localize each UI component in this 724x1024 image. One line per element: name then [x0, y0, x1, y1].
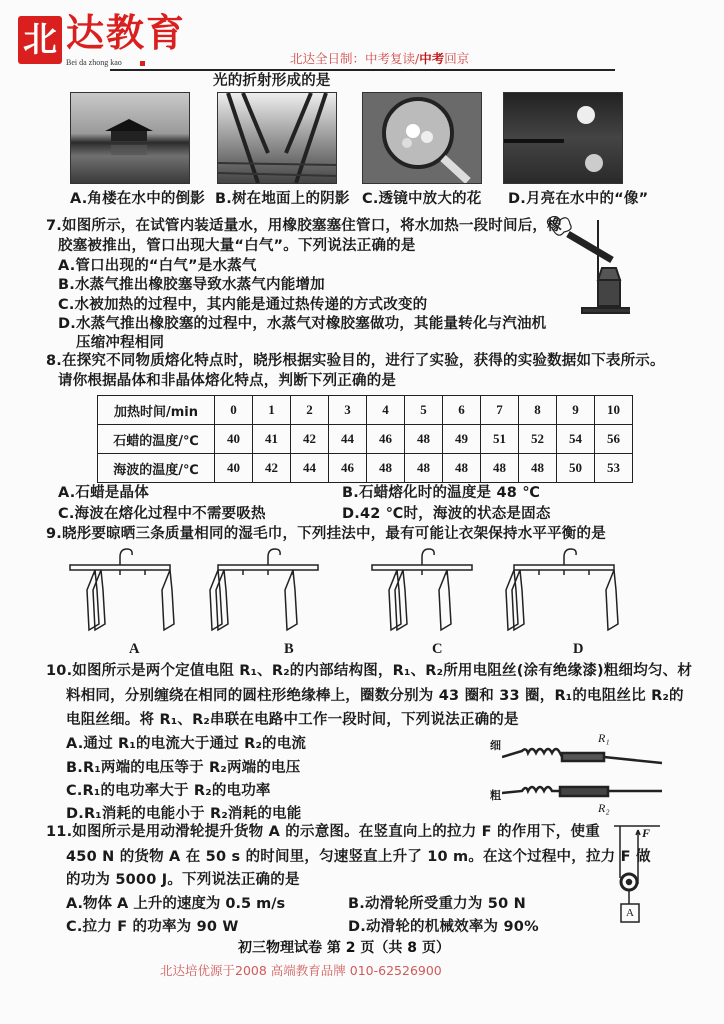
q9-label-a: A — [129, 641, 140, 657]
table-cell: 49 — [443, 425, 481, 454]
header-highlight: 中考 — [419, 51, 445, 66]
table-cell: 6 — [443, 396, 481, 425]
q10-option-c: C.R₁的电功率大于 R₂的电功率 — [66, 783, 271, 799]
photo-tree-shadows — [217, 92, 337, 184]
logo-mark: 北 — [18, 16, 62, 64]
photo-moon-reflection — [503, 92, 623, 184]
q7-option-d-cont: 压缩冲程相同 — [76, 335, 165, 351]
q9-stem: 9.晓彤要晾晒三条质量相同的湿毛巾，下列挂法中，最有可能让衣架保持水平平衡的是 — [46, 526, 606, 542]
hanger-option-b — [210, 549, 318, 630]
hanger-option-d — [506, 549, 618, 630]
q10-option-d: D.R₁消耗的电能小于 R₂消耗的电能 — [66, 806, 302, 822]
table-row — [98, 454, 633, 483]
q10-stem-line2: 料相同，分别缠绕在相同的圆柱形绝缘棒上，圈数分别为 43 圈和 33 圈，R₁的电阻丝比 R₂的 — [66, 688, 684, 704]
table-cell: 51 — [481, 425, 519, 454]
r2-label: R₂ — [598, 801, 610, 815]
q9-label-b: B — [284, 641, 294, 657]
header-banner — [290, 51, 469, 66]
table-cell: 9 — [557, 396, 595, 425]
q11-stem-line2: 450 N 的货物 A 在 50 s 的时间里，匀速竖直上升了 10 m。在这个过程中，拉力 F 做 — [66, 849, 651, 865]
r1-label: R₁ — [598, 731, 610, 745]
table-cell: 41 — [253, 425, 291, 454]
q11-option-b: B.动滑轮所受重力为 50 N — [348, 896, 526, 912]
table-cell: 42 — [291, 425, 329, 454]
towel — [439, 570, 451, 630]
table-cell: 48 — [405, 425, 443, 454]
towel — [606, 570, 618, 630]
thin-label: 细 — [490, 739, 501, 752]
q10-stem-line3: 电阻丝细。将 R₁、R₂串联在电路中工作一段时间，下列说法正确的是 — [66, 712, 519, 728]
table-row — [98, 425, 633, 454]
table-cell: 40 — [215, 425, 253, 454]
test-tube-apparatus-figure — [540, 216, 630, 326]
table-cell: 42 — [253, 454, 291, 483]
header-prefix: 北达全日制：中考复读/ — [290, 51, 420, 66]
q8-stem-line2: 请你根据晶体和非晶体熔化特点，判断下列正确的是 — [58, 373, 397, 389]
table-cell: 44 — [329, 425, 367, 454]
photo-magnified-flower — [362, 92, 482, 184]
towel — [285, 570, 297, 630]
q6-option-d: D.月亮在水中的“像” — [508, 191, 649, 207]
table-cell: 4 — [367, 396, 405, 425]
q8-option-d: D.42 ℃时，海波的状态是固态 — [342, 506, 551, 522]
table-cell: 1 — [253, 396, 291, 425]
table-cell: 48 — [367, 454, 405, 483]
table-cell: 48 — [519, 454, 557, 483]
table-cell: 3 — [329, 396, 367, 425]
q7-option-c: C.水被加热的过程中，其内能是通过热传递的方式改变的 — [58, 297, 428, 313]
hanger-option-c — [372, 549, 472, 630]
q11-option-d: D.动滑轮的机械效率为 90% — [348, 919, 539, 935]
resistor-figure — [490, 733, 665, 818]
table-cell: 52 — [519, 425, 557, 454]
table-cell: 46 — [329, 454, 367, 483]
table-cell: 46 — [367, 425, 405, 454]
q11-option-a: A.物体 A 上升的速度为 0.5 m/s — [66, 896, 286, 912]
q7-stem-line1: 7.如图所示，在试管内装适量水，用橡胶塞塞住管口，将水加热一段时间后，橡 — [46, 218, 562, 234]
header-rule — [110, 69, 615, 71]
table-cell: 50 — [557, 454, 595, 483]
q11-option-c: C.拉力 F 的功率为 90 W — [66, 919, 239, 935]
q8-stem-line1: 8.在探究不同物质熔化特点时，晓彤根据实验目的，进行了实验，获得的实验数据如下表所示。 — [46, 353, 665, 369]
q8-option-a: A.石蜡是晶体 — [58, 485, 149, 501]
table-cell: 48 — [481, 454, 519, 483]
block-label: A — [626, 907, 634, 919]
table-cell: 54 — [557, 425, 595, 454]
q10-stem-line1: 10.如图所示是两个定值电阻 R₁、R₂的内部结构图，R₁、R₂所用电阻丝(涂有绝缘漆)粗细均匀、材 — [46, 663, 693, 679]
q7-stem-line2: 胶塞被推出，管口出现大量“白气”。下列说法正确的是 — [58, 238, 416, 254]
thick-label: 粗 — [490, 789, 501, 802]
q10-option-b: B.R₁两端的电压等于 R₂两端的电压 — [66, 760, 301, 776]
q11-stem-line3: 的功为 5000 J。下列说法正确的是 — [66, 872, 300, 888]
q6-stem-tail: 光的折射形成的是 — [213, 73, 331, 89]
force-label: F — [642, 826, 651, 840]
table-cell: 5 — [405, 396, 443, 425]
q7-option-a: A.管口出现的“白气”是水蒸气 — [58, 258, 257, 274]
q8-option-b: B.石蜡熔化时的温度是 48 ℃ — [342, 485, 541, 501]
q6-option-a: A.角楼在水中的倒影 — [70, 191, 205, 207]
q7-option-d: D.水蒸气推出橡胶塞的过程中，水蒸气对橡胶塞做功，其能量转化与汽油机 — [58, 316, 547, 332]
table-cell: 44 — [291, 454, 329, 483]
header-suffix: 回京 — [444, 51, 470, 66]
logo-name: 达教育 — [66, 10, 187, 55]
q9-label-c: C — [432, 641, 443, 657]
table-cell: 0 — [215, 396, 253, 425]
towel — [162, 570, 174, 630]
row-label: 加热时间/min — [98, 396, 215, 425]
q9-label-d: D — [573, 641, 584, 657]
logo-pinyin: Bei da zhong kao — [66, 58, 122, 67]
table-cell: 56 — [595, 425, 633, 454]
table-cell: 48 — [405, 454, 443, 483]
pulley-figure — [612, 822, 672, 932]
row-label: 海波的温度/℃ — [98, 454, 215, 483]
footer-watermark: 北达培优源于2008 高端教育品牌 010-62526900 — [160, 963, 442, 978]
q6-option-c: C.透镜中放大的花 — [362, 191, 482, 207]
table-cell: 2 — [291, 396, 329, 425]
q8-option-c: C.海波在熔化过程中不需要吸热 — [58, 506, 266, 522]
hanger-figures — [60, 545, 680, 640]
q10-option-a: A.通过 R₁的电流大于通过 R₂的电流 — [66, 736, 307, 752]
logo-dot — [140, 61, 145, 66]
table-cell: 48 — [443, 454, 481, 483]
q7-option-b: B.水蒸气推出橡胶塞导致水蒸气内能增加 — [58, 277, 325, 293]
page-number: 初三物理试卷 第 2 页（共 8 页） — [238, 940, 450, 956]
hanger-option-a — [70, 549, 174, 630]
table-row — [98, 396, 633, 425]
table-cell: 40 — [215, 454, 253, 483]
q11-stem-line1: 11.如图所示是用动滑轮提升货物 A 的示意图。在竖直向上的拉力 F 的作用下，使重 — [46, 824, 600, 840]
table-cell: 8 — [519, 396, 557, 425]
photo-corner-tower-reflection — [70, 92, 190, 184]
q6-option-b: B.树在地面上的阴影 — [215, 191, 350, 207]
table-cell: 53 — [595, 454, 633, 483]
melting-data-table — [97, 395, 633, 483]
row-label: 石蜡的温度/℃ — [98, 425, 215, 454]
table-cell: 7 — [481, 396, 519, 425]
table-cell: 10 — [595, 396, 633, 425]
